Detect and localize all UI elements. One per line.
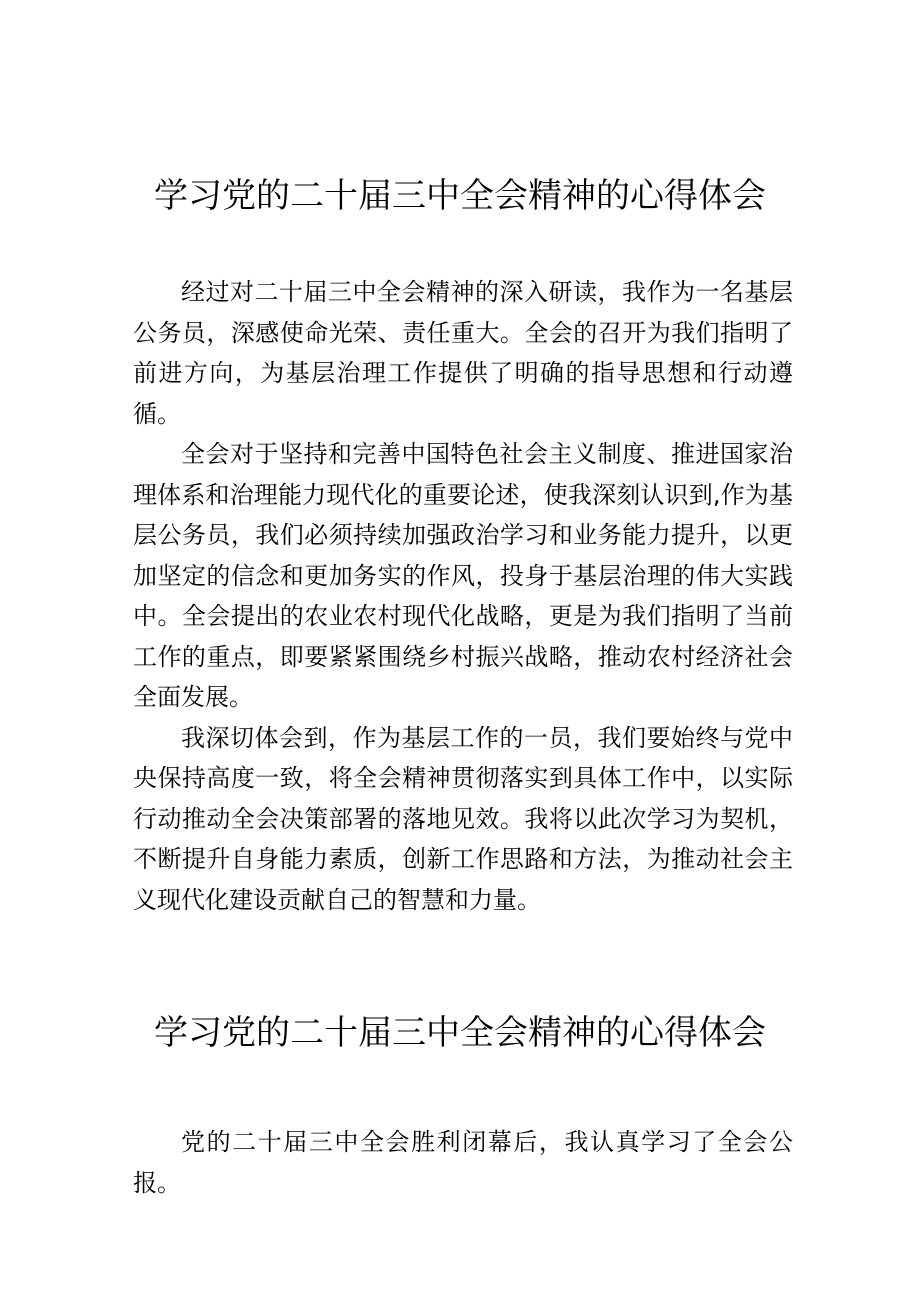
section-body-1 — [133, 272, 793, 920]
paragraph: 我深切体会到，作为基层工作的一员，我们要始终与党中央保持高度一致，将全会精神贯彻落实到具体工作中，以实际行动推动全会决策部署的落地见效。我将以此次学习为契机，不断提升自身能力素质，创新工作思路和方法，为推动社会主义现代化建设贡献自己的智慧和力量。 — [133, 723, 793, 914]
section-title-1: 学习党的二十届三中全会精神的心得体会 — [154, 176, 766, 216]
paragraph: 经过对二十届三中全会精神的深入研读，我作为一名基层公务员，深感使命光荣、责任重大。全会的召开为我们指明了前进方向，为基层治理工作提供了明确的指导思想和行动遵循。 — [133, 278, 793, 428]
paragraph: 全会对于坚持和完善中国特色社会主义制度、推进国家治理体系和治理能力现代化的重要论述，使我深刻认识到,作为基层公务员，我们必须持续加强政治学习和业务能力提升，以更加坚定的信念和更加务实的作风，投身于基层治理的伟大实践中。全会提出的农业农村现代化战略，更是为我们指明了当前工作的重点，即要紧紧围绕乡村振兴战略，推动农村经济社会全面发展。 — [133, 440, 793, 711]
paragraph: 党的二十届三中全会胜利闭幕后，我认真学习了全会公报。 — [133, 1128, 793, 1197]
section-body-2 — [133, 1122, 793, 1203]
section-title-2: 学习党的二十届三中全会精神的心得体会 — [154, 1013, 766, 1053]
